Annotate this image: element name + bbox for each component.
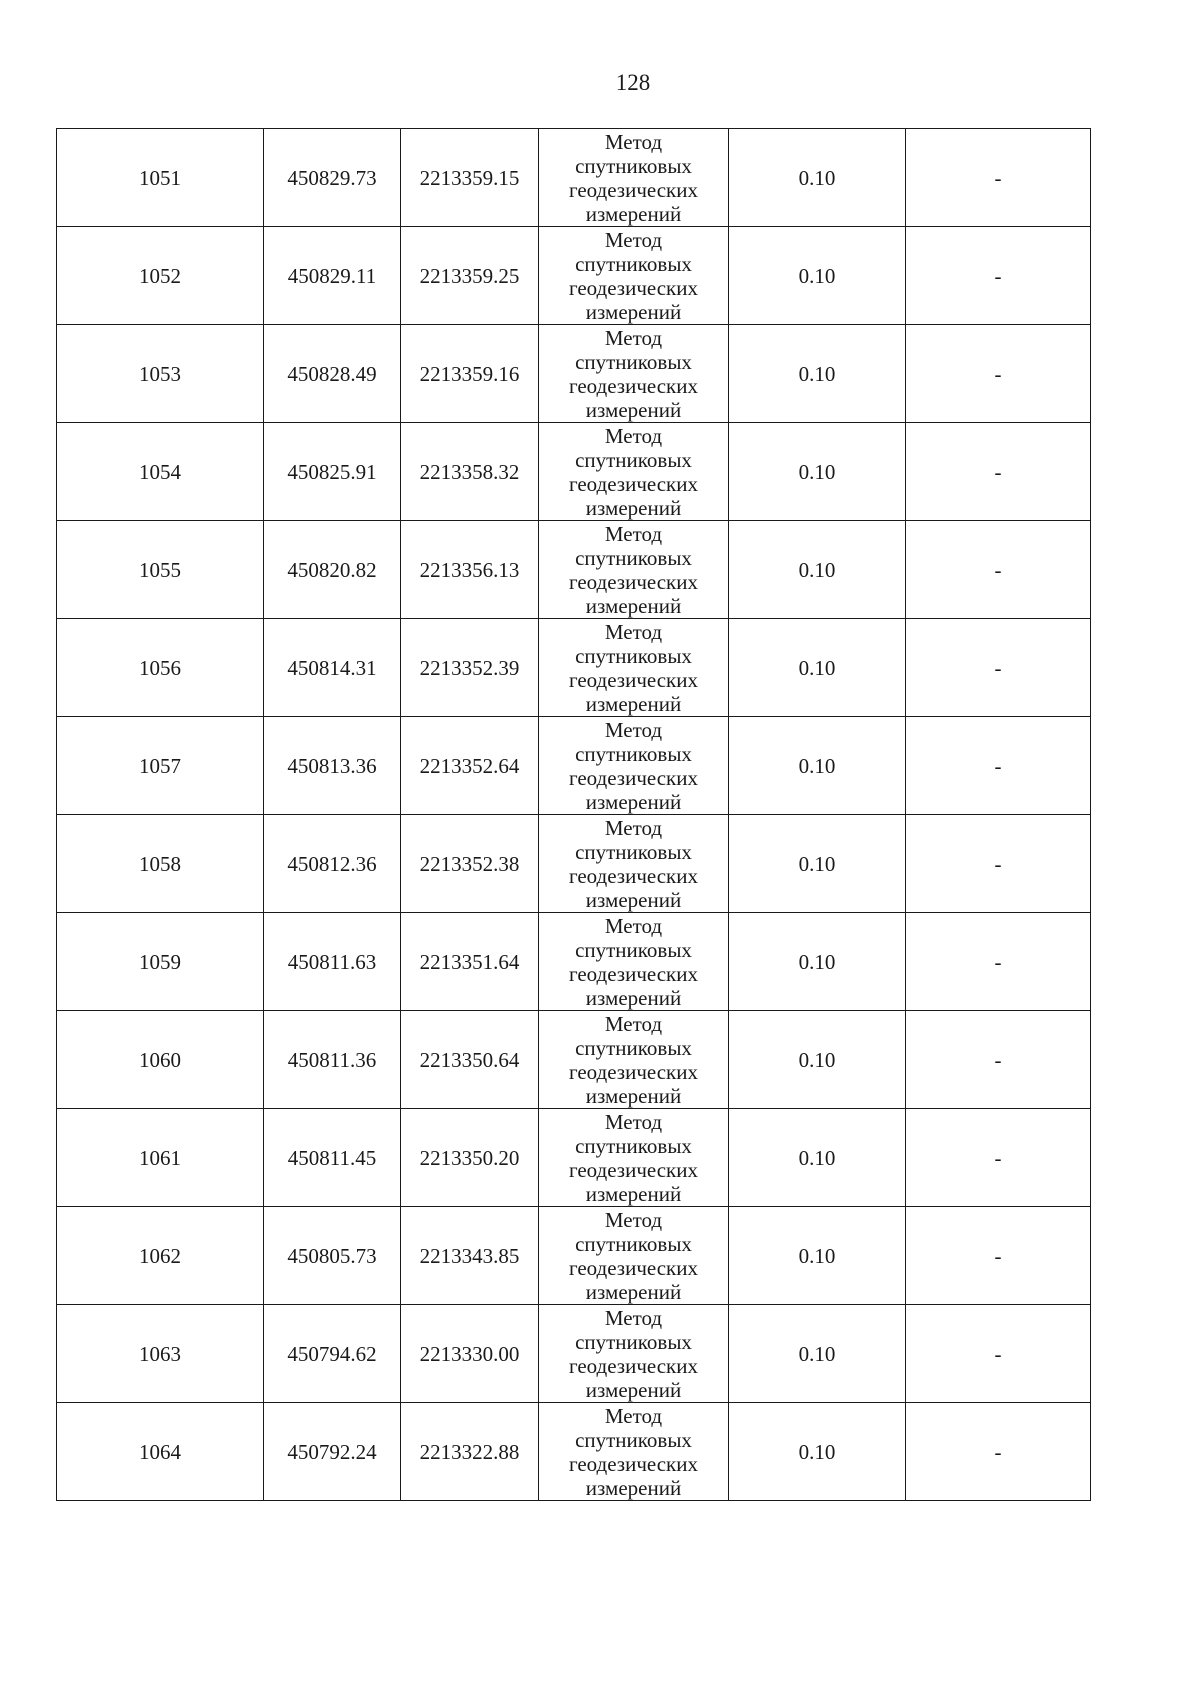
method-line: измерений xyxy=(585,789,682,814)
accuracy-cell: 0.10 xyxy=(729,1305,906,1403)
table-row xyxy=(57,913,1091,1011)
method-line: Метод xyxy=(604,815,663,840)
y-coordinate-cell: 2213356.13 xyxy=(401,521,539,619)
method-line: Метод xyxy=(604,1305,663,1330)
method-cell xyxy=(539,619,729,717)
coordinates-table xyxy=(56,128,1091,1501)
note-cell: - xyxy=(906,227,1091,325)
y-coordinate-cell: 2213359.16 xyxy=(401,325,539,423)
note-cell: - xyxy=(906,619,1091,717)
note-cell: - xyxy=(906,325,1091,423)
method-line: Метод xyxy=(604,325,663,350)
note-cell: - xyxy=(906,1011,1091,1109)
method-line: измерений xyxy=(585,985,682,1010)
accuracy-cell: 0.10 xyxy=(729,619,906,717)
x-coordinate-cell: 450805.73 xyxy=(264,1207,401,1305)
accuracy-cell: 0.10 xyxy=(729,423,906,521)
method-line: измерений xyxy=(585,495,682,520)
y-coordinate-cell: 2213350.64 xyxy=(401,1011,539,1109)
method-line: спутниковых xyxy=(575,1427,692,1452)
method-line: измерений xyxy=(585,397,682,422)
method-line: Метод xyxy=(604,1109,663,1134)
table-row xyxy=(57,227,1091,325)
x-coordinate-cell: 450792.24 xyxy=(264,1403,401,1501)
method-line: спутниковых xyxy=(575,153,692,178)
method-line: геодезических xyxy=(568,765,698,790)
point-number-cell: 1055 xyxy=(57,521,264,619)
accuracy-cell: 0.10 xyxy=(729,815,906,913)
method-line: геодезических xyxy=(568,275,698,300)
method-line: Метод xyxy=(604,913,663,938)
point-number-cell: 1063 xyxy=(57,1305,264,1403)
x-coordinate-cell: 450811.36 xyxy=(264,1011,401,1109)
accuracy-cell: 0.10 xyxy=(729,1207,906,1305)
x-coordinate-cell: 450828.49 xyxy=(264,325,401,423)
method-line: измерений xyxy=(585,1475,682,1500)
point-number-cell: 1051 xyxy=(57,129,264,227)
method-line: Метод xyxy=(604,129,663,154)
method-cell xyxy=(539,1305,729,1403)
method-line: спутниковых xyxy=(575,1329,692,1354)
method-line: спутниковых xyxy=(575,839,692,864)
accuracy-cell: 0.10 xyxy=(729,913,906,1011)
method-line: Метод xyxy=(604,1011,663,1036)
method-line: Метод xyxy=(604,1207,663,1232)
method-line: геодезических xyxy=(568,471,698,496)
table-row xyxy=(57,619,1091,717)
y-coordinate-cell: 2213343.85 xyxy=(401,1207,539,1305)
note-cell: - xyxy=(906,815,1091,913)
note-cell: - xyxy=(906,1207,1091,1305)
method-cell xyxy=(539,1109,729,1207)
x-coordinate-cell: 450814.31 xyxy=(264,619,401,717)
method-cell xyxy=(539,1207,729,1305)
method-line: измерений xyxy=(585,1181,682,1206)
method-line: спутниковых xyxy=(575,545,692,570)
method-line: спутниковых xyxy=(575,349,692,374)
method-line: спутниковых xyxy=(575,251,692,276)
table-row xyxy=(57,1403,1091,1501)
note-cell: - xyxy=(906,717,1091,815)
method-cell xyxy=(539,423,729,521)
x-coordinate-cell: 450820.82 xyxy=(264,521,401,619)
method-cell xyxy=(539,129,729,227)
x-coordinate-cell: 450829.73 xyxy=(264,129,401,227)
note-cell: - xyxy=(906,1403,1091,1501)
note-cell: - xyxy=(906,1305,1091,1403)
method-line: Метод xyxy=(604,717,663,742)
method-line: измерений xyxy=(585,1279,682,1304)
method-line: спутниковых xyxy=(575,937,692,962)
x-coordinate-cell: 450813.36 xyxy=(264,717,401,815)
table-row xyxy=(57,717,1091,815)
note-cell: - xyxy=(906,423,1091,521)
method-cell xyxy=(539,325,729,423)
point-number-cell: 1052 xyxy=(57,227,264,325)
accuracy-cell: 0.10 xyxy=(729,227,906,325)
note-cell: - xyxy=(906,913,1091,1011)
method-line: спутниковых xyxy=(575,643,692,668)
method-line: Метод xyxy=(604,423,663,448)
method-line: измерений xyxy=(585,201,682,226)
y-coordinate-cell: 2213359.15 xyxy=(401,129,539,227)
point-number-cell: 1061 xyxy=(57,1109,264,1207)
method-line: Метод xyxy=(604,227,663,252)
method-line: спутниковых xyxy=(575,1231,692,1256)
method-line: измерений xyxy=(585,691,682,716)
method-cell xyxy=(539,815,729,913)
point-number-cell: 1053 xyxy=(57,325,264,423)
accuracy-cell: 0.10 xyxy=(729,717,906,815)
table-row xyxy=(57,521,1091,619)
x-coordinate-cell: 450829.11 xyxy=(264,227,401,325)
point-number-cell: 1064 xyxy=(57,1403,264,1501)
method-line: геодезических xyxy=(568,961,698,986)
method-cell xyxy=(539,227,729,325)
table-row xyxy=(57,325,1091,423)
y-coordinate-cell: 2213351.64 xyxy=(401,913,539,1011)
y-coordinate-cell: 2213358.32 xyxy=(401,423,539,521)
note-cell: - xyxy=(906,521,1091,619)
table-row xyxy=(57,1207,1091,1305)
y-coordinate-cell: 2213359.25 xyxy=(401,227,539,325)
accuracy-cell: 0.10 xyxy=(729,1109,906,1207)
method-cell xyxy=(539,1011,729,1109)
method-cell xyxy=(539,717,729,815)
point-number-cell: 1059 xyxy=(57,913,264,1011)
method-line: Метод xyxy=(604,619,663,644)
method-cell xyxy=(539,1403,729,1501)
coordinates-table-body xyxy=(57,129,1091,1501)
method-line: геодезических xyxy=(568,373,698,398)
y-coordinate-cell: 2213352.39 xyxy=(401,619,539,717)
method-line: спутниковых xyxy=(575,741,692,766)
accuracy-cell: 0.10 xyxy=(729,521,906,619)
point-number-cell: 1056 xyxy=(57,619,264,717)
method-line: геодезических xyxy=(568,569,698,594)
method-line: геодезических xyxy=(568,1451,698,1476)
point-number-cell: 1058 xyxy=(57,815,264,913)
method-line: измерений xyxy=(585,887,682,912)
method-cell xyxy=(539,913,729,1011)
method-line: геодезических xyxy=(568,667,698,692)
accuracy-cell: 0.10 xyxy=(729,129,906,227)
y-coordinate-cell: 2213322.88 xyxy=(401,1403,539,1501)
point-number-cell: 1054 xyxy=(57,423,264,521)
method-line: геодезических xyxy=(568,1157,698,1182)
table-row xyxy=(57,1011,1091,1109)
x-coordinate-cell: 450811.45 xyxy=(264,1109,401,1207)
method-line: измерений xyxy=(585,1083,682,1108)
x-coordinate-cell: 450825.91 xyxy=(264,423,401,521)
note-cell: - xyxy=(906,1109,1091,1207)
accuracy-cell: 0.10 xyxy=(729,325,906,423)
method-line: Метод xyxy=(604,521,663,546)
x-coordinate-cell: 450812.36 xyxy=(264,815,401,913)
y-coordinate-cell: 2213350.20 xyxy=(401,1109,539,1207)
point-number-cell: 1060 xyxy=(57,1011,264,1109)
x-coordinate-cell: 450794.62 xyxy=(264,1305,401,1403)
method-line: Метод xyxy=(604,1403,663,1428)
method-line: геодезических xyxy=(568,177,698,202)
y-coordinate-cell: 2213330.00 xyxy=(401,1305,539,1403)
point-number-cell: 1062 xyxy=(57,1207,264,1305)
table-row xyxy=(57,129,1091,227)
method-cell xyxy=(539,521,729,619)
method-line: спутниковых xyxy=(575,1133,692,1158)
page-number: 128 xyxy=(615,70,651,95)
y-coordinate-cell: 2213352.64 xyxy=(401,717,539,815)
method-line: измерений xyxy=(585,299,682,324)
method-line: геодезических xyxy=(568,1353,698,1378)
table-row xyxy=(57,815,1091,913)
method-line: измерений xyxy=(585,1377,682,1402)
table-row xyxy=(57,1109,1091,1207)
accuracy-cell: 0.10 xyxy=(729,1011,906,1109)
table-row xyxy=(57,1305,1091,1403)
method-line: геодезических xyxy=(568,1255,698,1280)
x-coordinate-cell: 450811.63 xyxy=(264,913,401,1011)
y-coordinate-cell: 2213352.38 xyxy=(401,815,539,913)
note-cell: - xyxy=(906,129,1091,227)
method-line: геодезических xyxy=(568,1059,698,1084)
method-line: спутниковых xyxy=(575,1035,692,1060)
method-line: спутниковых xyxy=(575,447,692,472)
table-row xyxy=(57,423,1091,521)
method-line: геодезических xyxy=(568,863,698,888)
method-line: измерений xyxy=(585,593,682,618)
point-number-cell: 1057 xyxy=(57,717,264,815)
accuracy-cell: 0.10 xyxy=(729,1403,906,1501)
